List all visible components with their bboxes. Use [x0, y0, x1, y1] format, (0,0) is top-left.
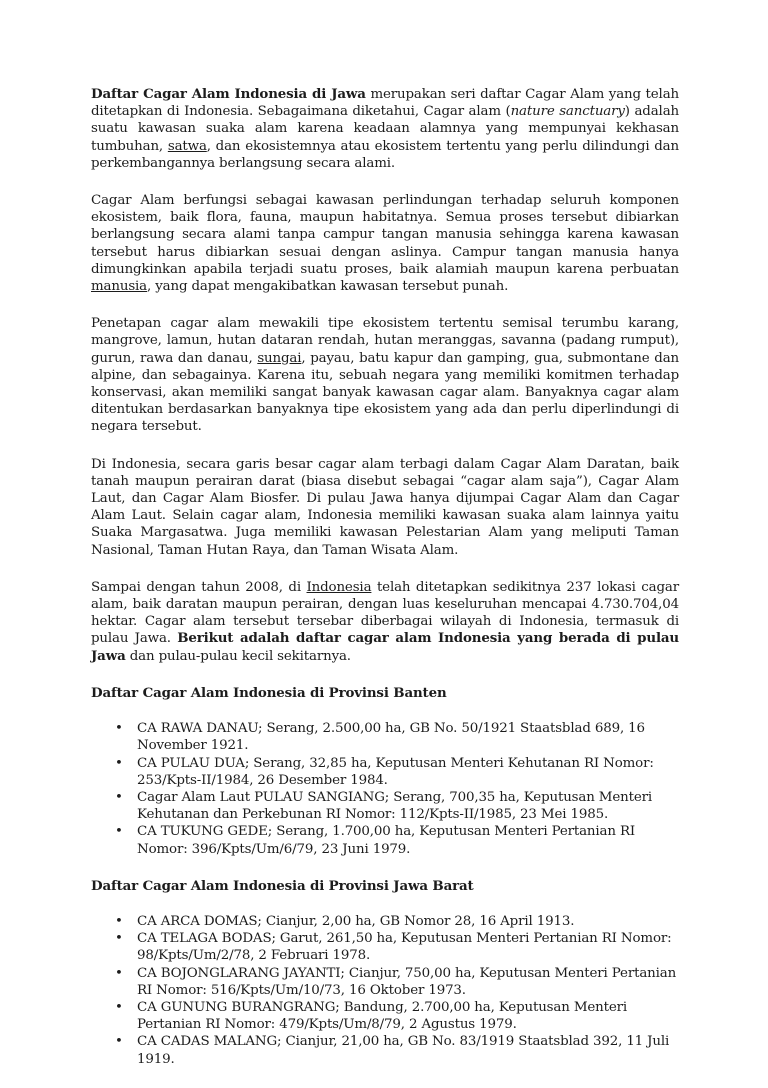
link-satwa[interactable]: satwa — [167, 138, 207, 154]
link-manusia[interactable]: manusia — [91, 279, 148, 295]
list-jawa-barat — [91, 913, 679, 1068]
bullet-icon: • — [115, 1034, 123, 1050]
bullet-icon: • — [115, 789, 123, 805]
bullet-icon: • — [115, 931, 123, 947]
bullet-icon: • — [115, 755, 123, 771]
list-item: • CA TELAGA BODAS; Garut, 261,50 ha, Keputusan Menteri Pertanian RI Nomor: 98/Kpts/Um/2/78, 2 Februari 1978. — [115, 931, 672, 964]
bullet-icon: • — [115, 913, 123, 929]
section-heading-banten: Daftar Cagar Alam Indonesia di Provinsi Banten — [91, 684, 447, 701]
list-item: • Cagar Alam Laut PULAU SANGIANG; Serang, 700,35 ha, Keputusan Menteri Kehutanan dan Perkebunan RI Nomor: 112/Kpts-II/1985, 23 Mei 1985. — [115, 789, 653, 823]
list-banten — [91, 720, 679, 858]
intro-paragraph: Daftar Cagar Alam Indonesia di Jawa merupakan seri daftar Cagar Alam yang telah ditetapkan di Indonesia. Sebagaimana diketahui, Cagar alam (nature sanctuary) adalah suatu kawasan suaka alam karena keadaan alamnya yang mempunyai kekhasan tumbuhan, satwa, dan ekosistemnya atau ekosistem tertentu yang perlu dilindungi dan perkembangannya berlangsung secara alami. — [91, 86, 680, 171]
classification-paragraph: Di Indonesia, secara garis besar cagar alam terbagi dalam Cagar Alam Daratan, baik tanah maupun perairan darat (biasa disebut sebagai “cagar alam saja”), Cagar Alam Laut, dan Cagar Alam Biosfer. Di pulau Jawa hanya dijumpai Cagar Alam dan Cagar Alam Laut. Selain cagar alam, Indonesia memiliki kawasan suaka alam lainnya yaitu Suaka Margasatwa. Juga memiliki kawasan Pelestarian Alam yang meliputi Taman Nasional, Taman Hutan Raya, dan Taman Wisata Alam. — [91, 456, 679, 558]
list-item: • CA GUNUNG BURANGRANG; Bandung, 2.700,00 ha, Keputusan Menteri Pertanian RI Nomor: 479/Kpts/Um/8/79, 2 Agustus 1979. — [115, 999, 628, 1033]
statistics-paragraph: Sampai dengan tahun 2008, di Indonesia telah ditetapkan sedikitnya 237 lokasi cagar alam, baik daratan maupun perairan, dengan luas keseluruhan mencapai 4.730.704,04 hektar. Cagar alam tersebut tersebar diberbagai wilayah di Indonesia, termasuk di pulau Jawa. Berikut adalah daftar cagar alam Indonesia yang berada di pulau Jawa dan pulau-pulau kecil sekitarnya. — [91, 579, 679, 664]
function-paragraph: Cagar Alam berfungsi sebagai kawasan perlindungan terhadap seluruh komponen ekosistem, baik flora, fauna, maupun habitatnya. Semua proses tersebut dibiarkan berlangsung secara alami tanpa campur tangan manusia sehingga karena kawasan tersebut harus dibiarkan sesuai dengan aslinya. Campur tangan manusia hanya dimungkinkan apabila terjadi suatu proses, baik alamiah maupun karena perbuatan manusia, yang dapat mengakibatkan kawasan tersebut punah. — [91, 193, 679, 295]
list-item: • CA ARCA DOMAS; Cianjur, 2,00 ha, GB Nomor 28, 16 April 1913. — [115, 913, 575, 929]
bullet-icon: • — [115, 999, 123, 1015]
list-item: • CA TUKUNG GEDE; Serang, 1.700,00 ha, Keputusan Menteri Pertanian RI Nomor: 396/Kpts/Um/6/79, 23 Juni 1979. — [115, 824, 636, 857]
link-indonesia[interactable]: Indonesia — [306, 579, 372, 595]
section-heading-jawa-barat: Daftar Cagar Alam Indonesia di Provinsi Jawa Barat — [91, 877, 474, 894]
bullet-icon: • — [115, 824, 123, 840]
bullet-icon: • — [115, 965, 123, 981]
document-page — [91, 86, 679, 1088]
list-item: • CA PULAU DUA; Serang, 32,85 ha, Keputusan Menteri Kehutanan RI Nomor: 253/Kpts-II/1984, 26 Desember 1984. — [115, 755, 654, 788]
list-item: • CA CADAS MALANG; Cianjur, 21,00 ha, GB No. 83/1919 Staatsblad 392, 11 Juli 1919. — [115, 1034, 670, 1067]
document-title: Daftar Cagar Alam Indonesia di Jawa — [91, 86, 366, 102]
list-item: • CA RAWA DANAU; Serang, 2.500,00 ha, GB No. 50/1921 Staatsblad 689, 16 November 1921. — [115, 721, 645, 754]
italic-term: nature sanctuary — [510, 104, 625, 120]
list-item: • CA BOJONGLARANG JAYANTI; Cianjur, 750,00 ha, Keputusan Menteri Pertanian RI Nomor: 516/Kpts/Um/10/73, 16 Oktober 1973. — [115, 965, 677, 998]
link-sungai[interactable]: sungai — [257, 350, 302, 366]
ecosystem-paragraph: Penetapan cagar alam mewakili tipe ekosistem tertentu semisal terumbu karang, mangrove, lamun, hutan dataran rendah, hutan meranggas, savanna (padang rumput), gurun, rawa dan danau, sungai, payau, batu kapur dan gamping, gua, submontane dan alpine, dan sebagainya. Karena itu, sebuah negara yang memiliki komitmen terhadap konservasi, akan memiliki sangat banyak kawasan cagar alam. Banyaknya cagar alam ditentukan berdasarkan banyaknya tipe ekosistem yang ada dan perlu diperlindungi di negara tersebut. — [91, 316, 679, 435]
bullet-icon: • — [115, 721, 123, 737]
